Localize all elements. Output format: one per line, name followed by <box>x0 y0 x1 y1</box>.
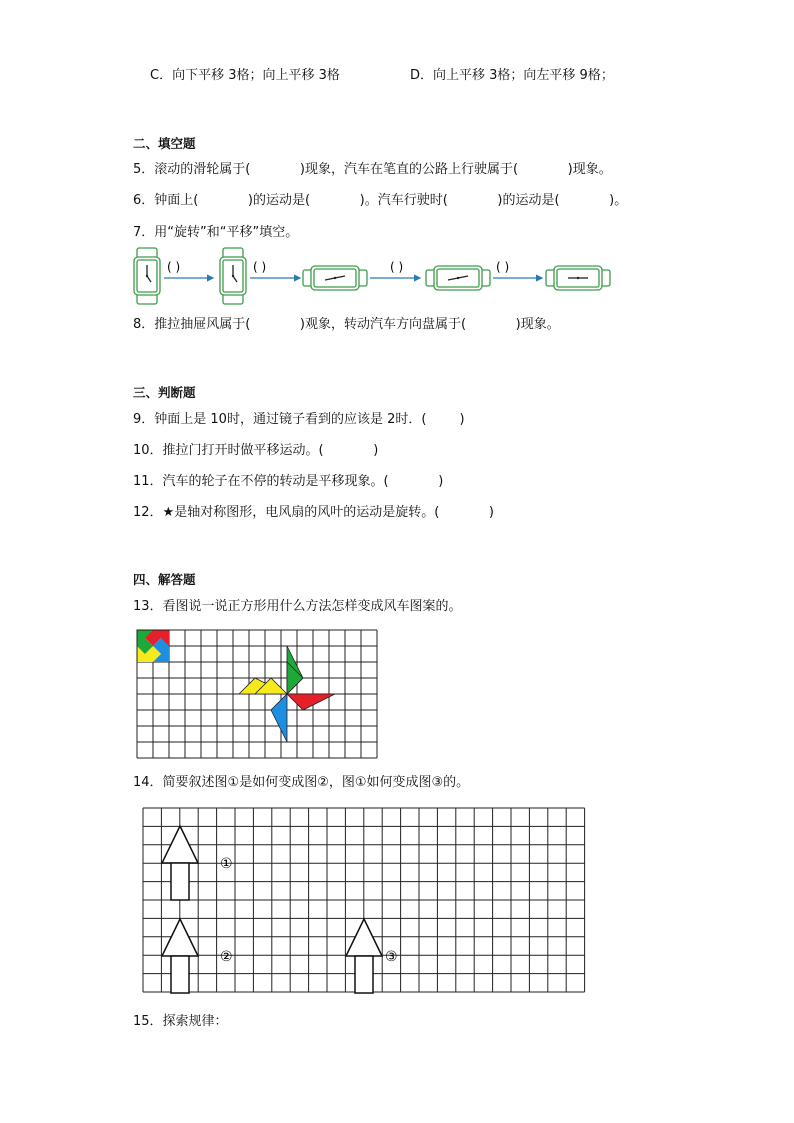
arrow-shape-2 <box>162 919 198 993</box>
option-d: D．向上平移 3格；向左平移 9格； <box>410 68 614 83</box>
question-8: 8．推拉抽屉风属于( )观象，转动汽车方向盘属于( )现象。 <box>133 317 560 332</box>
question-9: 9．钟面上是 10时，通过镜子看到的应该是 2时．( ) <box>133 412 465 427</box>
q7-blank-1: ( ) <box>167 260 181 274</box>
q7-blank-3: ( ) <box>390 260 404 274</box>
arrow-shape-1 <box>162 826 198 900</box>
question-5: 5．滚动的滑轮属于( )现象，汽车在笔直的公路上行驶属于( )现象。 <box>133 162 612 177</box>
question-15: 15．探索规律： <box>133 1014 228 1029</box>
pinwheel-grid-figure <box>137 630 379 758</box>
watch-horizontal-icon <box>426 266 490 290</box>
arrow-shape-3 <box>346 919 382 993</box>
question-10: 10．推拉门打开时做平移运动。( ) <box>133 443 379 458</box>
watch-sequence-figure <box>130 246 630 306</box>
pinwheel-shape <box>239 646 335 742</box>
arrow-grid-figure <box>143 808 585 994</box>
section-fill-blank-title: 二、填空题 <box>133 136 196 151</box>
option-c: C．向下平移 3格；向上平移 3格 <box>150 68 340 83</box>
question-11: 11．汽车的轮子在不停的转动是平移现象。( ) <box>133 474 444 489</box>
section-answer-title: 四、解答题 <box>133 572 196 587</box>
watch-vertical-icon <box>134 248 160 304</box>
colored-square <box>137 630 185 678</box>
section-judgement-title: 三、判断题 <box>133 385 196 400</box>
question-12: 12．★是轴对称图形，电风扇的风叶的运动是旋转。( ) <box>133 505 494 520</box>
question-13: 13．看图说一说正方形用什么方法怎样变成风车图案的。 <box>133 599 462 614</box>
fig-label-3: ③ <box>385 949 398 965</box>
q7-blank-4: ( ) <box>496 260 510 274</box>
question-7: 7．用“旋转”和“平移”填空。 <box>133 225 299 240</box>
question-14: 14．简要叙述图①是如何变成图②，图①如何变成图③的。 <box>133 775 470 790</box>
fig-label-2: ② <box>220 949 233 965</box>
question-6: 6．钟面上( )的运动是( )。汽车行驶时( )的运动是( )。 <box>133 193 628 208</box>
watch-vertical-icon <box>220 248 246 304</box>
watch-horizontal-icon <box>546 266 610 290</box>
watch-horizontal-icon <box>303 266 367 290</box>
fig-label-1: ① <box>220 856 233 872</box>
q7-blank-2: ( ) <box>253 260 267 274</box>
